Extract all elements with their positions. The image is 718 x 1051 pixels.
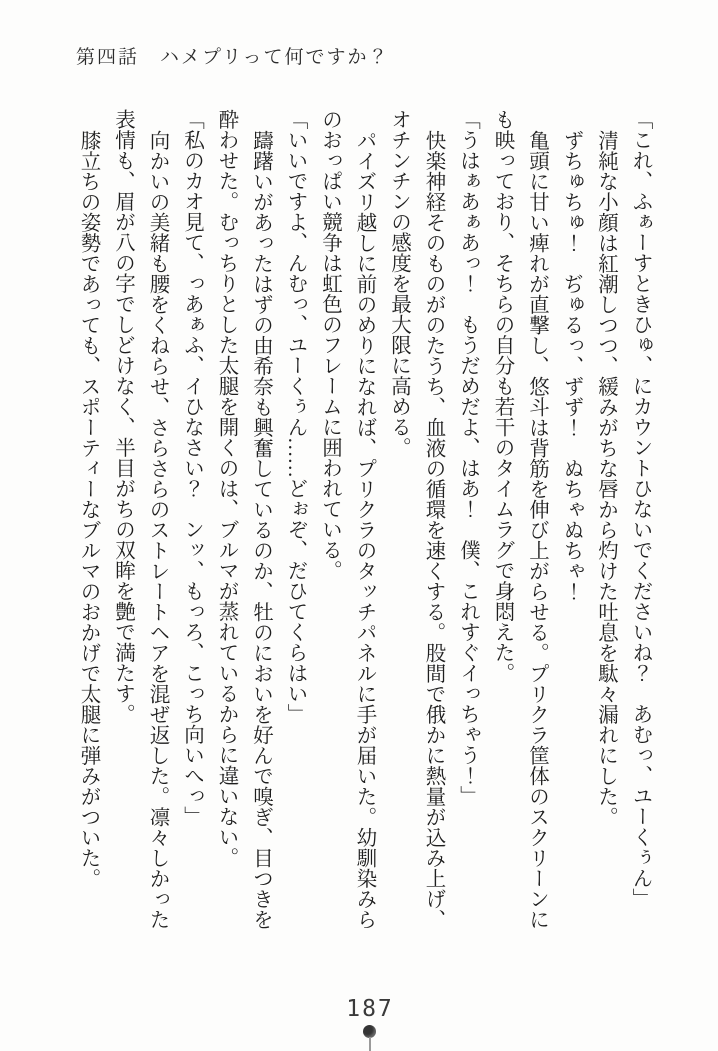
paragraph-1: 「これ、ふぁーすときひゅ、にカウントひないでくださいね？ あむっ、ユーくぅん」 <box>629 109 651 909</box>
paragraph-12: 膝立ちの姿勢であっても、スポーティーなブルマのおかげで太腿に弾みがついた。 <box>77 129 99 888</box>
text-block <box>71 109 658 931</box>
page-number: 187 <box>346 996 394 1022</box>
paragraph-7: パイズリ越しに前のめりになれば、プリクラのタッチパネルに手が届いた。幼馴染みらのおっぱい競争は虹色のフレームに囲われている。 <box>318 109 375 929</box>
paragraph-4: 亀頭に甘い痺れが直撃し、悠斗は背筋を伸び上がらせる。プリクラ筐体のスクリーンにも映っており、そちらの自分も若干のタイムラグで身悶えた。 <box>491 109 548 929</box>
pin-stem <box>369 1037 371 1051</box>
chapter-running-head: 第四話 ハメプリって何ですか？ <box>76 47 390 68</box>
paragraph-9: 躊躇いがあったはずの由希奈も興奮しているのか、牡のにおいを好んで嗅ぎ、目つきを酔わせた。むっちりとした太腿を開くのは、ブルマが蒸れているからに違いない。 <box>215 109 272 929</box>
paragraph-6: 快楽神経そのものがのたうち、血液の循環を速くする。股間で俄かに熱量が込み上げ、オチンチンの感度を最大限に高める。 <box>387 109 444 929</box>
page-marker-pin-icon <box>363 1025 377 1050</box>
paragraph-2: 清純な小顔は紅潮しつつ、緩みがちな唇から灼けた吐息を駄々漏れにした。 <box>594 129 617 827</box>
paragraph-3: ずちゅちゅ！ ぢゅるっ、ずず！ ぬちゃぬちゃ！ <box>560 129 582 601</box>
paragraph-11: 向かいの美緒も腰をくねらせ、さらさらのストレートヘアを混ぜ返した。凛々しかった表情も、眉が八の字でしどけなく、半目がちの双眸を艶で満たす。 <box>111 109 168 929</box>
paragraph-5: 「うはぁあぁあっ！ もうだめだよ、はあ！ 僕、これすぐイっちゃう！」 <box>456 109 479 806</box>
paragraph-10: 「私のカオ見て、っあぁふ、イひなさい？ ンッ、もっろ、こっち向いへっ」 <box>180 109 203 827</box>
paragraph-8: 「いいですよ、んむっ、ユーくぅん……どぉぞ、だひてくらはい」 <box>284 109 306 724</box>
